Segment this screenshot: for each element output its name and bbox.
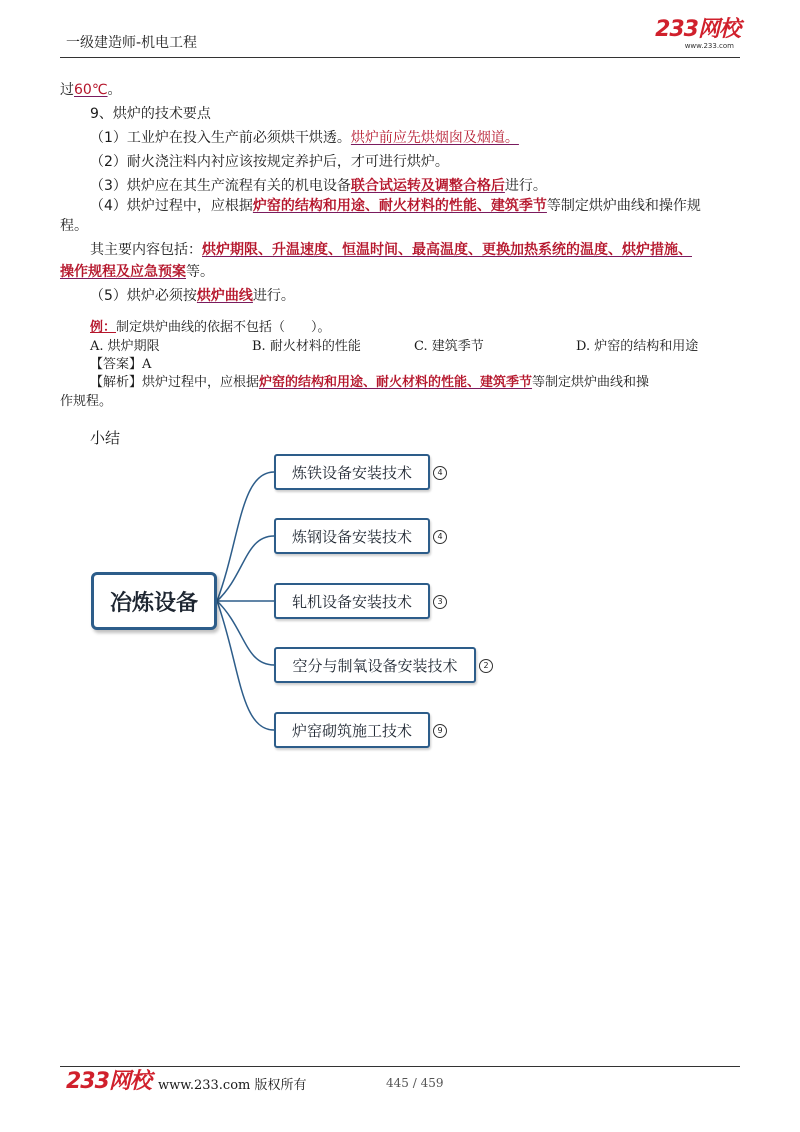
highlight-text: 烘炉期限、升温速度、恒温时间、最高温度、更换加热系统的温度、烘炉措施、 — [202, 242, 692, 258]
logo-url: www.233.com — [684, 42, 734, 50]
node-badge: 3 — [433, 595, 447, 609]
highlight-text: 60℃ — [74, 82, 108, 98]
answer-line: 【答案】A — [90, 357, 152, 372]
text-line: 过60℃。 — [60, 82, 122, 98]
connector-4 — [217, 601, 274, 665]
connector-2 — [217, 536, 274, 601]
node-badge: 9 — [433, 724, 447, 738]
text-line: （1）工业炉在投入生产前必须烘干烘透。烘炉前应先烘烟囱及烟道。 — [90, 130, 519, 146]
text-line: （4）烘炉过程中，应根据炉窑的结构和用途、耐火材料的性能、建筑季节等制定烘炉曲线和操作规 — [90, 198, 701, 214]
summary-heading: 小结 — [90, 429, 121, 447]
option-d: D. 炉窑的结构和用途 — [576, 339, 699, 354]
section-heading: 9、烘炉的技术要点 — [90, 106, 211, 122]
mindmap-node-rolling-mill: 轧机设备安装技术 — [274, 583, 430, 619]
analysis-line: 【解析】烘炉过程中，应根据炉窑的结构和用途、耐火材料的性能、建筑季节等制定烘炉曲线和操 — [90, 375, 650, 390]
connector-1 — [217, 472, 274, 601]
analysis-line: 作规程。 — [60, 394, 113, 409]
highlight-text: 炉窑的结构和用途、耐火材料的性能、建筑季节 — [252, 198, 547, 214]
option-c: C. 建筑季节 — [414, 339, 484, 354]
highlight-text: 联合试运转及调整合格后 — [350, 178, 505, 194]
node-badge: 4 — [433, 530, 447, 544]
footer-logo: 233网校 — [66, 1069, 151, 1094]
text-line: 操作规程及应急预案等。 — [60, 264, 214, 280]
connector-5 — [217, 601, 274, 730]
text-line: 程。 — [60, 218, 88, 234]
logo-text: 233网校 — [655, 17, 740, 42]
option-b: B. 耐火材料的性能 — [252, 339, 361, 354]
highlight-text: 操作规程及应急预案 — [60, 264, 186, 280]
node-badge: 2 — [479, 659, 493, 673]
example-question: 例：制定烘炉曲线的依据不包括（ ）。 — [90, 320, 331, 335]
mindmap-node-steelmaking: 炼钢设备安装技术 — [274, 518, 430, 554]
option-a: A. 烘炉期限 — [90, 339, 160, 354]
text-line: 其主要内容包括：烘炉期限、升温速度、恒温时间、最高温度、更换加热系统的温度、烘炉措施、 — [90, 242, 692, 258]
example-label: 例： — [90, 320, 117, 335]
mindmap-node-air-separation: 空分与制氧设备安装技术 — [274, 647, 476, 683]
text-line: （2）耐火浇注料内衬应该按规定养护后，才可进行烘炉。 — [90, 154, 449, 170]
mindmap-node-kiln-masonry: 炉窑砌筑施工技术 — [274, 712, 430, 748]
text-line: （5）烘炉必须按烘炉曲线进行。 — [90, 288, 295, 304]
text-line: （3）烘炉应在其生产流程有关的机电设备联合试运转及调整合格后进行。 — [90, 178, 547, 194]
node-badge: 4 — [433, 466, 447, 480]
page-number: 445 / 459 — [386, 1076, 444, 1090]
document-header-title: 一级建造师-机电工程 — [66, 35, 198, 51]
mindmap-root: 冶炼设备 — [91, 572, 217, 630]
highlight-text: 烘炉曲线 — [196, 288, 253, 304]
highlight-text: 炉窑的结构和用途、耐火材料的性能、建筑季节 — [259, 375, 533, 390]
footer-rule — [60, 1066, 740, 1067]
mindmap-node-ironmaking: 炼铁设备安装技术 — [274, 454, 430, 490]
highlight-text: 烘炉前应先烘烟囱及烟道。 — [350, 130, 519, 146]
footer-copyright: www.233.com 版权所有 — [158, 1078, 307, 1093]
